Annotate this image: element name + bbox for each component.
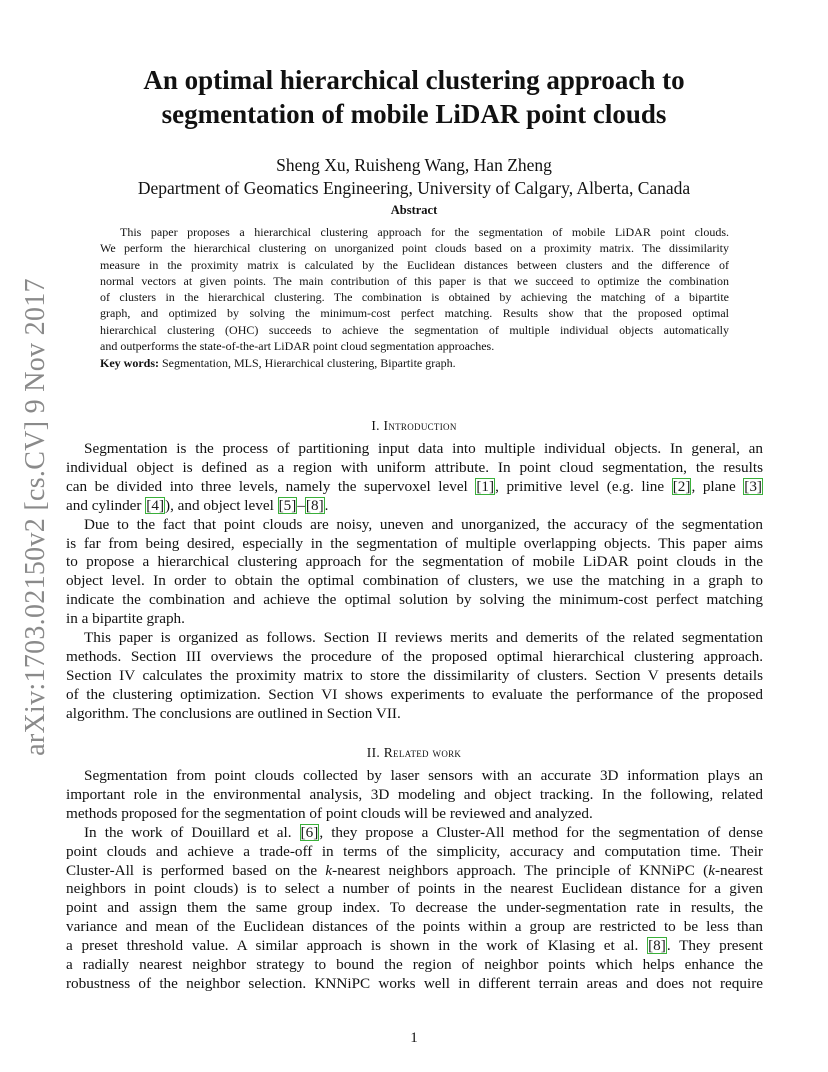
paper-title (66, 63, 762, 131)
paragraph-line: Segmentation is the process of partitioning input data into multiple individual objects. In general, an (84, 440, 763, 457)
text-fragment: ), and object level (165, 496, 278, 514)
abstract-line: and outperforms the state-of-the-art LiDAR point cloud segmentation approaches. (100, 339, 495, 354)
keywords (100, 356, 456, 371)
title-line-2: segmentation of mobile LiDAR point clouds (161, 99, 667, 129)
text-fragment: In the work of Douillard et al. (84, 823, 300, 841)
text-fragment: , primitive level (e.g. line (495, 477, 672, 495)
paragraph-line: point clouds and achieve a trade-off in terms of the simplicity, accuracy and computation time. Their (66, 842, 763, 860)
text-fragment: , they propose a Cluster-All method for the segmentation of dense (319, 823, 763, 841)
text-fragment: . (324, 496, 329, 514)
page-number: 1 (410, 1030, 418, 1046)
section-heading-introduction (66, 418, 762, 434)
text-fragment: -nearest neighbors approach. The principle of KNNiPC ( (332, 861, 709, 879)
abstract-line: graph, and optimized by solving the minimum-cost perfect matching. Results show that the proposed optimal (100, 306, 729, 321)
author-block (66, 154, 762, 200)
text-fragment: -nearest (714, 861, 764, 879)
paragraph-line (66, 824, 763, 843)
title-line-1: An optimal hierarchical clustering approach to (143, 65, 685, 95)
section-title: Related work (383, 745, 462, 760)
citation-link[interactable]: [4] (146, 496, 165, 514)
paragraph-line: robustness of the neighbor selection. KNNiPC works well in different terrain areas and does not require (66, 974, 763, 992)
math-variable: k (325, 861, 333, 879)
paragraph-line: Due to the fact that point clouds are noisy, uneven and unorganized, the accuracy of the segmentation (84, 515, 763, 533)
section-title: Introduction (383, 418, 457, 433)
related-work-body (66, 767, 763, 994)
abstract-heading: Abstract (390, 203, 438, 217)
text-fragment: , plane (691, 477, 744, 495)
citation-link[interactable]: [8] (305, 496, 324, 514)
paragraph-line: individual object is defined as a region with uniform attribute. In point cloud segmentation, the results (66, 458, 763, 476)
text-fragment: Cluster-All is performed based on the (66, 861, 326, 879)
section-numeral: II. (366, 745, 381, 760)
abstract-line: This paper proposes a hierarchical clustering approach for the segmentation of mobile LiDAR point clouds. (120, 225, 729, 239)
paragraph-line (66, 497, 763, 516)
paragraph-line: important role in the environmental analysis, 3D modeling and object tracking. In the following, related (66, 785, 763, 803)
citation-link[interactable]: [3] (744, 477, 762, 495)
paragraph-line: in a bipartite graph. (66, 610, 185, 628)
keywords-label: Key words: (100, 356, 159, 370)
text-fragment: . They present (666, 937, 763, 955)
arxiv-side-stamp (3, 278, 69, 756)
introduction-body (66, 440, 763, 724)
section-heading-related-work (66, 745, 762, 761)
abstract-line: normal vectors at given points. The main contribution of this paper is that we succeed to optimize the combination (100, 273, 729, 288)
author-names: Sheng Xu, Ruisheng Wang, Han Zheng (276, 155, 552, 175)
paragraph-line (66, 478, 763, 497)
paragraph-line: algorithm. The conclusions are outlined in Section VII. (66, 704, 401, 722)
paragraph-line: a radially nearest neighbor strategy to bound the region of neighbor points which helps enhance the (66, 956, 763, 974)
abstract-line: We perform the hierarchical clustering on unorganized point clouds based on a proximity matrix. The dissimilarity (100, 241, 729, 256)
keywords-text: Segmentation, MLS, Hierarchical clustering, Bipartite graph. (162, 356, 456, 370)
paragraph-line: Section IV calculates the proximity matrix to store the dissimilarity of clusters. Section V presents details (66, 666, 763, 684)
paragraph-line: methods proposed for the segmentation of point clouds will be reviewed and analyzed. (66, 804, 593, 822)
paragraph-line: variance and mean of the Euclidean distances of the points within a group are restricted to be less than (66, 918, 763, 936)
text-fragment: – (297, 496, 305, 514)
paragraph-line: This paper is organized as follows. Section II reviews merits and demerits of the related segmentation (84, 629, 763, 647)
paragraph-line: point and assign them the same group index. To decrease the under-segmentation rate in results, the (66, 899, 763, 917)
section-numeral: I. (371, 418, 380, 433)
citation-link[interactable]: [8] (648, 937, 666, 955)
paragraph-line: to propose a hierarchical clustering approach for the segmentation of mobile LiDAR point clouds in the (66, 553, 763, 571)
paragraph-line (66, 937, 763, 956)
paragraph-line: is far from being desired, especially in the segmentation of multiple overlapping objects. This paper aims (66, 534, 763, 552)
paragraph-line: indicate the combination and achieve the optimal solution by solving the minimum-cost perfect matching (66, 591, 763, 609)
citation-link[interactable]: [1] (476, 477, 495, 495)
paragraph-line: neighbors in point clouds) is to select a number of points in the nearest Euclidean distance for a given (66, 880, 763, 898)
citation-link[interactable]: [6] (300, 823, 319, 841)
citation-link[interactable]: [2] (672, 477, 691, 495)
arxiv-identifier: arXiv:1703.02150v2 [cs.CV] 9 Nov 2017 (20, 278, 52, 756)
paragraph-line: methods. Section III overviews the procedure of the proposed optimal hierarchical clustering approach. (66, 647, 763, 665)
paragraph-line: object level. In order to obtain the optimal combination of clusters, we use the matching in a graph to (66, 572, 763, 590)
text-fragment: a preset threshold value. A similar approach is shown in the work of Klasing et al. (66, 937, 648, 955)
math-variable: k (708, 861, 715, 879)
abstract-body (100, 224, 729, 354)
citation-link[interactable]: [5] (278, 496, 297, 514)
abstract-line: hierarchical clustering (OHC) succeeds to achieve the segmentation of multiple individual objects automatically (100, 322, 729, 337)
text-fragment: and cylinder (66, 496, 146, 514)
affiliation: Department of Geomatics Engineering, University of Calgary, Alberta, Canada (137, 178, 691, 198)
paragraph-line (66, 862, 763, 881)
paragraph-line: Segmentation from point clouds collected by laser sensors with an accurate 3D information plays an (84, 767, 763, 784)
text-fragment: can be divided into three levels, namely the supervoxel level (66, 477, 476, 495)
abstract-line: measure in the proximity matrix is calculated by the Euclidean distances between clusters and the difference of (100, 257, 729, 272)
abstract-line: of clusters in the hierarchical clustering. The combination is obtained by achieving the matching of a bipartite (100, 290, 729, 305)
paragraph-line: of the clustering optimization. Section VI shows experiments to evaluate the performance of the proposed (66, 685, 763, 703)
